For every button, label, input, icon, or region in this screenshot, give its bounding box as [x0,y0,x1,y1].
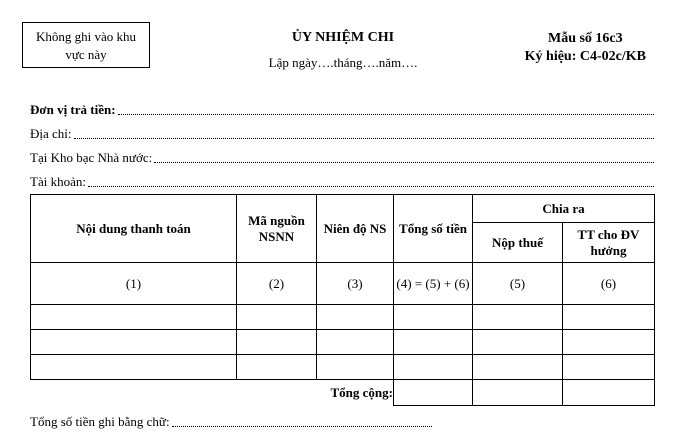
form-number-block [525,30,646,66]
total-beneficiary-cell[interactable] [563,380,655,406]
treasury-dotted-line[interactable] [154,162,654,163]
input-cell[interactable] [394,305,473,330]
input-cell[interactable] [317,330,394,355]
payer-dotted-line[interactable] [118,114,654,115]
header-content: Nội dung thanh toán [31,195,237,263]
input-cell[interactable] [563,330,655,355]
header-source-code: Mã nguồn NSNN [237,195,317,263]
index-cell: (3) [317,263,394,305]
restricted-area-line2: vực này [65,47,107,62]
header-budget-year: Niên độ NS [317,195,394,263]
address-label: Địa chỉ: [30,126,72,141]
input-cell[interactable] [317,305,394,330]
header-tax: Nộp thuế [473,223,563,263]
input-cell[interactable] [473,305,563,330]
amount-in-words-label: Tổng số tiền ghi bằng chữ: [30,414,170,429]
account-dotted-line[interactable] [88,186,654,187]
input-cell[interactable] [394,355,473,380]
input-cell[interactable] [473,330,563,355]
index-cell: (1) [31,263,237,305]
date-line: Lập ngày….tháng….năm…. [268,55,418,70]
input-cell[interactable] [31,330,237,355]
table-row [31,330,655,355]
input-cell[interactable] [563,305,655,330]
input-cell[interactable] [563,355,655,380]
input-cell[interactable] [473,355,563,380]
input-cell[interactable] [237,330,317,355]
payer-field[interactable] [30,100,654,118]
treasury-field[interactable] [30,148,654,166]
payment-table [30,194,655,406]
table-row [31,355,655,380]
header-beneficiary: TT cho ĐV hưởng [563,223,655,263]
document-title: ỦY NHIỆM CHI [291,30,395,45]
input-cell[interactable] [394,330,473,355]
table-row [31,305,655,330]
account-label: Tài khoản: [30,174,86,189]
restricted-area-line1: Không ghi vào khu [35,29,137,44]
index-cell: (6) [563,263,655,305]
form-code: Ký hiệu: C4-02c/KB [524,49,646,64]
total-tax-cell[interactable] [473,380,563,406]
index-cell: (2) [237,263,317,305]
form-number: Mẫu số 16c3 [547,31,623,46]
account-field[interactable] [30,172,654,190]
input-cell[interactable] [237,305,317,330]
input-cell[interactable] [237,355,317,380]
index-cell: (4) = (5) + (6) [394,263,473,305]
amount-in-words-field[interactable] [30,414,654,430]
input-cell[interactable] [31,355,237,380]
address-dotted-line[interactable] [74,138,654,139]
index-cell: (5) [473,263,563,305]
address-field[interactable] [30,124,654,142]
total-amount-cell[interactable] [394,380,473,406]
input-cell[interactable] [317,355,394,380]
payer-label: Đơn vị trả tiền: [30,102,116,117]
amount-in-words-dotted-line[interactable] [172,426,432,427]
header-split: Chia ra [473,195,655,223]
total-label: Tổng cộng: [330,384,393,400]
header-total: Tổng số tiền [394,195,473,263]
treasury-label: Tại Kho bạc Nhà nước: [30,150,153,165]
input-cell[interactable] [31,305,237,330]
